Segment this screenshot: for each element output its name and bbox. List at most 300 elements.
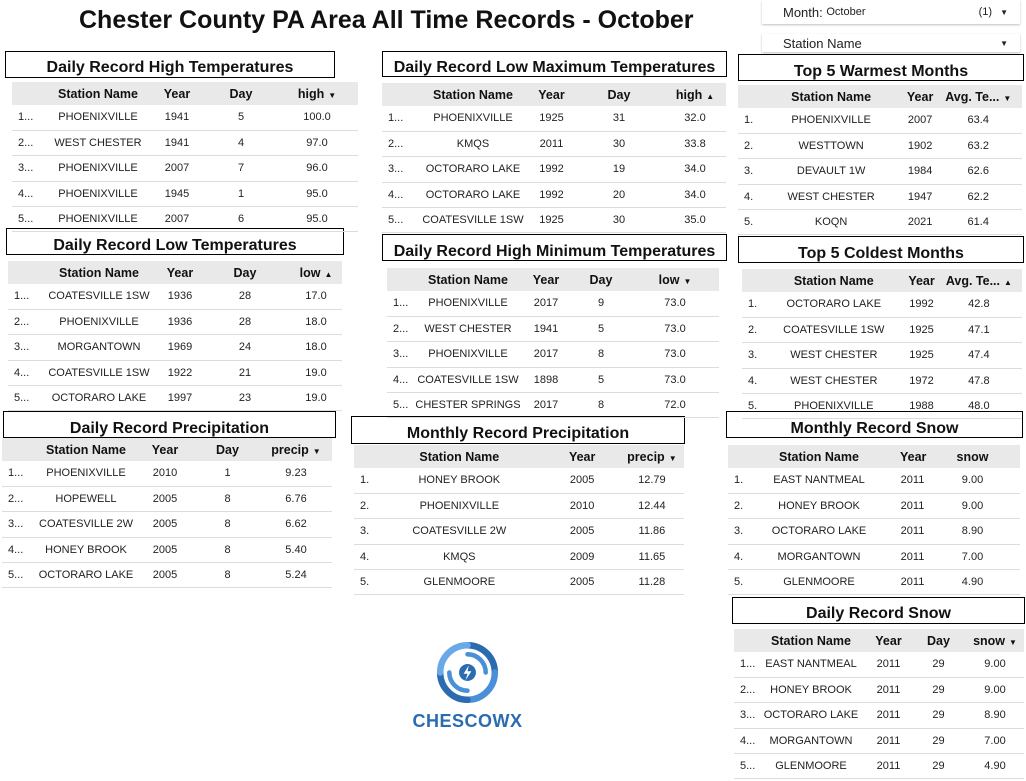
table-row	[8, 309, 342, 334]
row-number: 5...	[382, 208, 417, 233]
column-header-label: Avg. Te...	[945, 89, 1000, 104]
data-table	[728, 445, 1020, 595]
table-cell: 1925	[529, 106, 574, 131]
table-cell: 28	[200, 284, 290, 309]
table-cell: 6.76	[260, 486, 332, 511]
row-number: 3...	[12, 156, 48, 181]
table-cell: 73.0	[631, 316, 719, 341]
table-cell: 96.0	[276, 156, 358, 181]
table-cell: 6	[206, 207, 276, 232]
table-cell: 20	[574, 182, 664, 207]
row-number: 4...	[382, 182, 417, 207]
table-cell: PHOENIXVILLE	[374, 493, 545, 518]
table-cell: CHESTER SPRINGS	[415, 393, 521, 418]
table-cell: OCTORARO LAKE	[756, 703, 866, 728]
column-header-label: Station Name	[428, 272, 508, 287]
table-row	[738, 133, 1022, 158]
column-header-label: precip	[271, 442, 309, 457]
row-number: 2...	[8, 309, 38, 334]
coldest-months-table	[742, 269, 1022, 419]
column-header-label: Station Name	[433, 87, 513, 102]
sort-ascending-icon[interactable]: ▲	[324, 269, 333, 279]
table-cell: HONEY BROOK	[374, 468, 545, 493]
table-cell: 8.90	[925, 519, 1020, 544]
table-row	[387, 367, 719, 392]
table-row	[354, 570, 684, 595]
table-row	[354, 493, 684, 518]
daily-high-min-table	[387, 268, 719, 418]
table-cell: 97.0	[276, 130, 358, 155]
column-header[interactable]	[936, 269, 1022, 292]
table-cell: 2007	[148, 156, 206, 181]
monthly-snow-title: Monthly Record Snow	[726, 411, 1023, 438]
table-row	[728, 519, 1020, 544]
chevron-down-icon: ▼	[1000, 7, 1008, 17]
row-number: 1.	[728, 468, 738, 493]
row-number: 1...	[2, 461, 37, 486]
row-number: 3...	[387, 342, 415, 367]
row-number-header	[728, 445, 738, 468]
table-cell: 2010	[545, 493, 620, 518]
row-number: 2.	[742, 317, 760, 342]
table-cell: 29	[911, 703, 966, 728]
row-number: 4.	[354, 544, 374, 569]
column-header-label: Day	[216, 442, 239, 457]
table-cell: 5.24	[260, 563, 332, 588]
row-number: 5...	[387, 393, 415, 418]
row-number: 3.	[742, 343, 760, 368]
sort-descending-icon[interactable]: ▼	[1003, 93, 1012, 103]
column-header-label: snow	[956, 449, 989, 464]
column-header[interactable]	[521, 268, 571, 291]
column-header-label: Station Name	[779, 449, 859, 464]
table-cell: PHOENIXVILLE	[415, 342, 521, 367]
sort-ascending-icon[interactable]: ▲	[706, 91, 715, 101]
sort-descending-icon[interactable]: ▼	[668, 453, 677, 463]
table-cell: 8	[195, 486, 260, 511]
warmest-months-table	[738, 85, 1022, 235]
table-cell: 5	[571, 316, 631, 341]
row-number: 2...	[12, 130, 48, 155]
daily-high-min-title: Daily Record High Minimum Temperatures	[382, 234, 727, 261]
table-cell: 21	[200, 360, 290, 385]
table-cell: 2005	[545, 468, 620, 493]
sort-ascending-icon[interactable]: ▲	[1004, 277, 1012, 287]
column-header[interactable]	[900, 445, 925, 468]
column-header[interactable]	[206, 82, 276, 105]
table-cell: 48.0	[936, 394, 1022, 419]
table-cell: 63.4	[935, 108, 1023, 133]
table-cell: 7	[206, 156, 276, 181]
column-header-label: Day	[233, 265, 257, 280]
table-cell: 100.0	[276, 105, 358, 130]
column-header[interactable]	[37, 438, 135, 461]
table-row	[2, 537, 332, 562]
column-header[interactable]	[631, 268, 719, 291]
table-cell: 73.0	[631, 367, 719, 392]
row-number: 3.	[728, 519, 738, 544]
table-cell: 17.0	[290, 284, 342, 309]
column-header[interactable]	[48, 82, 148, 105]
column-header-label: Year	[568, 449, 596, 464]
row-number: 3...	[734, 703, 756, 728]
data-table	[387, 268, 719, 418]
column-header[interactable]	[374, 445, 545, 468]
table-cell: 5	[206, 105, 276, 130]
table-row	[12, 207, 358, 232]
column-header[interactable]	[911, 629, 966, 652]
table-cell: 8	[571, 393, 631, 418]
table-row	[728, 570, 1020, 595]
table-cell: 8	[195, 512, 260, 537]
table-row	[734, 703, 1024, 728]
table-cell: 1941	[521, 316, 571, 341]
table-cell: 1902	[906, 133, 935, 158]
table-cell: 2011	[866, 728, 911, 753]
table-cell: 1941	[148, 130, 206, 155]
table-cell: 47.8	[936, 368, 1022, 393]
table-cell: HONEY BROOK	[756, 677, 866, 702]
table-cell: 2005	[135, 512, 195, 537]
column-header[interactable]	[756, 629, 866, 652]
sort-descending-icon[interactable]: ▼	[328, 90, 337, 100]
table-cell: 1922	[160, 360, 200, 385]
table-cell: OCTORARO LAKE	[38, 386, 160, 411]
table-cell: HOPEWELL	[37, 486, 135, 511]
table-cell: 47.4	[936, 343, 1022, 368]
row-number: 5...	[8, 386, 38, 411]
sort-descending-icon[interactable]: ▼	[683, 276, 692, 286]
table-row	[8, 284, 342, 309]
row-number-header	[738, 85, 757, 108]
daily-low-max-title: Daily Record Low Maximum Temperatures	[382, 51, 727, 77]
table-cell: COATESVILLE 1SW	[760, 317, 907, 342]
table-cell: 2011	[866, 754, 911, 779]
table-row	[382, 157, 726, 182]
column-header-label: Day	[927, 633, 950, 648]
table-cell: COATESVILLE 1SW	[38, 360, 160, 385]
chescowx-logo	[405, 640, 530, 735]
table-cell: 1898	[521, 367, 571, 392]
table-cell: HONEY BROOK	[738, 493, 900, 518]
table-cell: 42.8	[936, 292, 1022, 317]
table-cell: 23	[200, 386, 290, 411]
table-row	[742, 343, 1022, 368]
table-cell: 34.0	[664, 157, 726, 182]
table-cell: 73.0	[631, 342, 719, 367]
table-row	[738, 210, 1022, 235]
table-cell: 19.0	[290, 360, 342, 385]
row-number: 1...	[734, 652, 756, 677]
data-table	[382, 83, 726, 233]
table-cell: 30	[574, 208, 664, 233]
sort-descending-icon[interactable]: ▼	[1009, 637, 1017, 647]
column-header[interactable]	[906, 85, 935, 108]
table-cell: 8	[571, 342, 631, 367]
column-header[interactable]	[545, 445, 620, 468]
table-cell: 9.23	[260, 461, 332, 486]
table-row	[2, 486, 332, 511]
table-row	[387, 316, 719, 341]
table-cell: 2011	[900, 493, 925, 518]
table-cell: 2017	[521, 342, 571, 367]
table-row	[354, 544, 684, 569]
table-cell: KOQN	[757, 210, 906, 235]
table-cell: 2005	[135, 563, 195, 588]
table-row	[12, 130, 358, 155]
table-cell: PHOENIXVILLE	[757, 108, 906, 133]
month-filter-count: (1)	[978, 6, 993, 18]
row-number: 1.	[354, 468, 374, 493]
row-number-header	[2, 438, 37, 461]
table-row	[8, 386, 342, 411]
column-header-label: Station Name	[793, 273, 874, 288]
table-row	[2, 461, 332, 486]
logo-text: CHESCOWX	[412, 711, 523, 731]
table-cell: 9.00	[925, 468, 1020, 493]
column-header-label: Station Name	[771, 633, 851, 648]
column-header[interactable]	[260, 438, 332, 461]
column-header[interactable]	[135, 438, 195, 461]
row-number: 2...	[734, 677, 756, 702]
table-cell: 8	[195, 563, 260, 588]
row-number-header	[387, 268, 415, 291]
table-row	[734, 652, 1024, 677]
row-number: 4.	[738, 184, 757, 209]
row-number: 2...	[387, 316, 415, 341]
column-header[interactable]	[200, 261, 290, 284]
column-header-label: Year	[906, 89, 934, 104]
row-number: 1...	[382, 106, 417, 131]
column-header[interactable]	[757, 85, 906, 108]
table-cell: HONEY BROOK	[37, 537, 135, 562]
column-header[interactable]	[620, 445, 684, 468]
table-cell: OCTORARO LAKE	[417, 182, 529, 207]
daily-snow-title: Daily Record Snow	[732, 597, 1025, 624]
row-number-header	[8, 261, 38, 284]
table-cell: 2010	[135, 461, 195, 486]
column-header[interactable]	[966, 629, 1024, 652]
column-header-label: precip	[627, 449, 665, 464]
table-cell: 33.8	[664, 131, 726, 156]
table-cell: 6.62	[260, 512, 332, 537]
table-row	[387, 291, 719, 316]
chevron-down-icon: ▼	[1000, 38, 1008, 48]
table-cell: 61.4	[935, 210, 1023, 235]
table-cell: OCTORARO LAKE	[760, 292, 907, 317]
table-row	[387, 342, 719, 367]
table-row	[742, 317, 1022, 342]
table-row	[734, 677, 1024, 702]
table-cell: WEST CHESTER	[757, 184, 906, 209]
column-header[interactable]	[571, 268, 631, 291]
column-header-label: Year	[166, 265, 194, 280]
table-cell: 1969	[160, 335, 200, 360]
row-number: 5.	[728, 570, 738, 595]
row-number: 1.	[742, 292, 760, 317]
table-cell: COATESVILLE 1SW	[415, 367, 521, 392]
column-header[interactable]	[417, 83, 529, 106]
daily-high-title: Daily Record High Temperatures	[5, 51, 335, 78]
table-cell: OCTORARO LAKE	[37, 563, 135, 588]
table-cell: COATESVILLE 2W	[37, 512, 135, 537]
table-cell: 4	[206, 130, 276, 155]
table-cell: 1992	[907, 292, 935, 317]
table-cell: 1972	[907, 368, 935, 393]
column-header[interactable]	[574, 83, 664, 106]
column-header[interactable]	[160, 261, 200, 284]
month-filter[interactable]	[762, 0, 1020, 24]
row-number: 2.	[354, 493, 374, 518]
daily-precip-table	[2, 438, 332, 588]
sort-descending-icon[interactable]: ▼	[312, 446, 321, 456]
data-table	[12, 82, 358, 232]
table-cell: 47.1	[936, 317, 1022, 342]
data-table	[8, 261, 342, 411]
table-cell: PHOENIXVILLE	[38, 309, 160, 334]
column-header-label: Day	[589, 272, 613, 287]
table-row	[738, 108, 1022, 133]
column-header-label: Year	[151, 442, 179, 457]
column-header-label: Year	[875, 633, 902, 648]
row-number: 3.	[738, 159, 757, 184]
table-cell: WEST CHESTER	[760, 343, 907, 368]
column-header[interactable]	[760, 269, 907, 292]
row-number: 2.	[728, 493, 738, 518]
table-cell: 35.0	[664, 208, 726, 233]
column-header[interactable]	[195, 438, 260, 461]
column-header[interactable]	[664, 83, 726, 106]
table-cell: 1	[195, 461, 260, 486]
column-header-label: Station Name	[59, 265, 139, 280]
row-number: 4...	[12, 181, 48, 206]
table-cell: 12.79	[620, 468, 684, 493]
column-header[interactable]	[276, 82, 358, 105]
column-header[interactable]	[866, 629, 911, 652]
table-cell: 1997	[160, 386, 200, 411]
row-number: 4.	[728, 544, 738, 569]
table-cell: KMQS	[417, 131, 529, 156]
table-cell: 1925	[907, 317, 935, 342]
table-cell: 2011	[866, 677, 911, 702]
table-cell: 18.0	[290, 309, 342, 334]
column-header-label: low	[658, 272, 680, 287]
column-header[interactable]	[290, 261, 342, 284]
table-cell: 32.0	[664, 106, 726, 131]
table-cell: DEVAULT 1W	[757, 159, 906, 184]
table-cell: 29	[911, 754, 966, 779]
column-header-label: Day	[229, 86, 253, 101]
table-cell: 11.65	[620, 544, 684, 569]
page-title: Chester County PA Area All Time Records - October	[79, 6, 694, 34]
table-row	[734, 754, 1024, 779]
column-header-label: Year	[908, 273, 935, 288]
table-cell: 9	[571, 291, 631, 316]
table-cell: 29	[911, 677, 966, 702]
column-header-label: Station Name	[419, 449, 500, 464]
table-cell: EAST NANTMEAL	[756, 652, 866, 677]
daily-low-max-table	[382, 83, 726, 233]
table-cell: GLENMOORE	[374, 570, 545, 595]
month-filter-label: Month:	[783, 4, 823, 20]
column-header[interactable]	[935, 85, 1023, 108]
column-header[interactable]	[925, 445, 1020, 468]
table-row	[734, 728, 1024, 753]
table-cell: 2017	[521, 393, 571, 418]
table-cell: 11.86	[620, 519, 684, 544]
table-cell: 1941	[148, 105, 206, 130]
table-cell: WEST CHESTER	[760, 368, 907, 393]
table-cell: 12.44	[620, 493, 684, 518]
table-row	[12, 105, 358, 130]
column-header[interactable]	[738, 445, 900, 468]
table-row	[354, 468, 684, 493]
table-row	[742, 394, 1022, 419]
table-cell: MORGANTOWN	[38, 335, 160, 360]
table-row	[354, 519, 684, 544]
daily-snow-table	[734, 629, 1024, 779]
column-header[interactable]	[415, 268, 521, 291]
table-cell: 9.00	[966, 677, 1024, 702]
table-cell: 24	[200, 335, 290, 360]
table-cell: 7.00	[925, 544, 1020, 569]
month-filter-value: October	[826, 6, 866, 18]
column-header[interactable]	[529, 83, 574, 106]
table-cell: 4.90	[966, 754, 1024, 779]
table-row	[2, 512, 332, 537]
table-row	[8, 360, 342, 385]
row-number: 4.	[742, 368, 760, 393]
column-header-label: Year	[163, 86, 191, 101]
table-cell: 1	[206, 181, 276, 206]
table-cell: MORGANTOWN	[738, 544, 900, 569]
table-cell: 2011	[900, 519, 925, 544]
row-number: 1...	[387, 291, 415, 316]
table-cell: 95.0	[276, 181, 358, 206]
table-cell: 63.2	[935, 133, 1023, 158]
column-header[interactable]	[907, 269, 935, 292]
table-cell: MORGANTOWN	[756, 728, 866, 753]
table-cell: 1947	[906, 184, 935, 209]
table-cell: PHOENIXVILLE	[37, 461, 135, 486]
data-table	[742, 269, 1022, 419]
table-cell: KMQS	[374, 544, 545, 569]
row-number: 5.	[354, 570, 374, 595]
station-name-filter[interactable]	[762, 34, 1020, 52]
table-cell: 18.0	[290, 335, 342, 360]
table-cell: 1945	[148, 181, 206, 206]
table-row	[728, 468, 1020, 493]
data-table	[734, 629, 1024, 779]
coldest-months-title: Top 5 Coldest Months	[738, 236, 1024, 263]
row-number: 2...	[2, 486, 37, 511]
column-header[interactable]	[38, 261, 160, 284]
table-cell: 2007	[148, 207, 206, 232]
table-row	[12, 156, 358, 181]
table-row	[382, 208, 726, 233]
column-header-label: snow	[973, 633, 1006, 648]
table-cell: 2011	[866, 652, 911, 677]
table-cell: 73.0	[631, 291, 719, 316]
table-cell: PHOENIXVILLE	[48, 207, 148, 232]
column-header[interactable]	[148, 82, 206, 105]
table-row	[738, 184, 1022, 209]
column-header-label: Year	[538, 87, 565, 102]
data-table	[354, 445, 684, 595]
table-cell: 19.0	[290, 386, 342, 411]
column-header-label: Station Name	[791, 89, 872, 104]
table-cell: WEST CHESTER	[415, 316, 521, 341]
